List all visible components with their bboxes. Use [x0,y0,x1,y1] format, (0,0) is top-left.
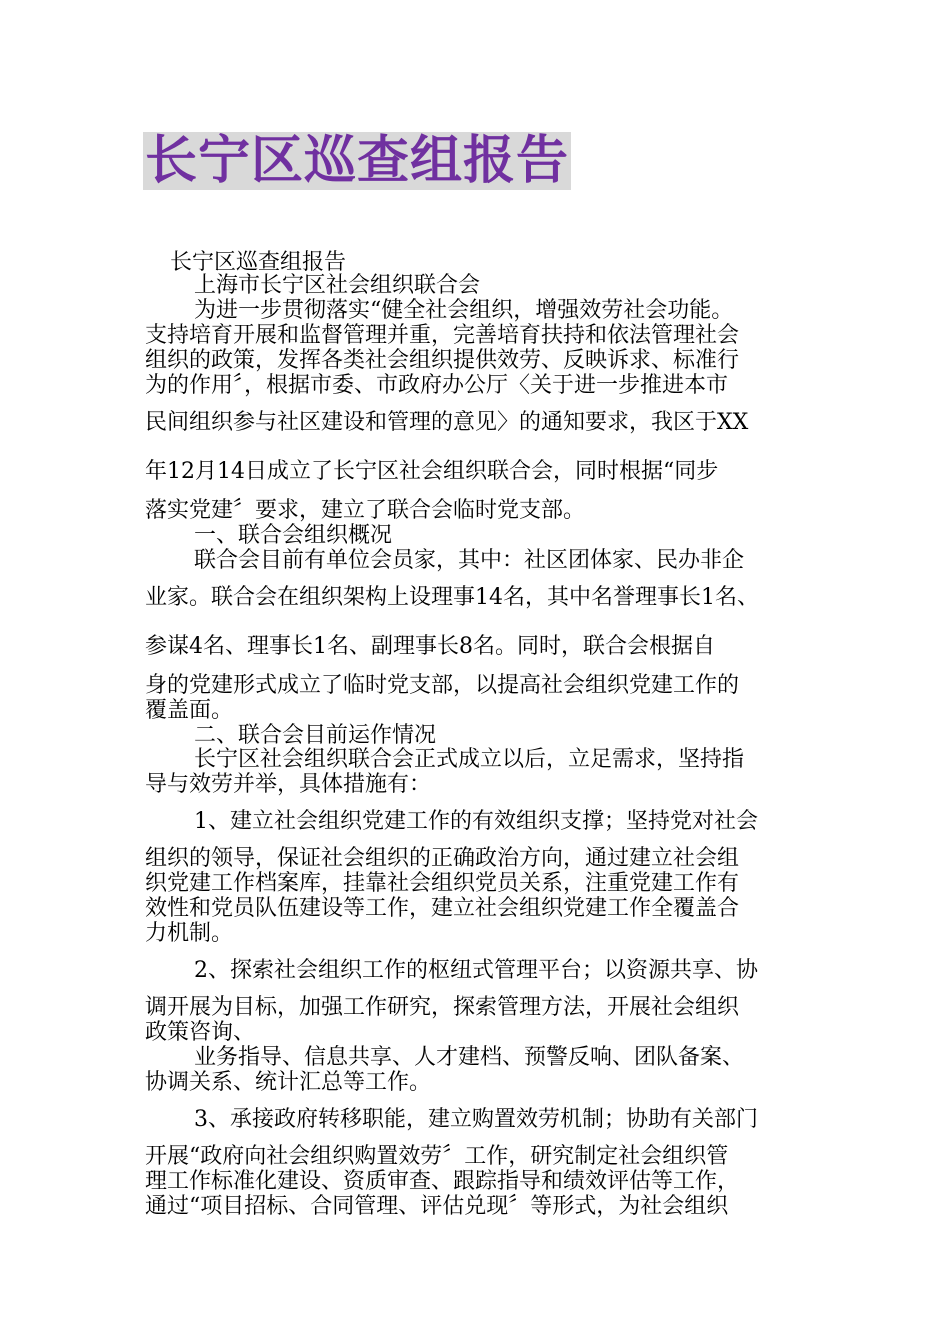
doc-line: 参谋4名、理事长1名、副理事长8名。同时，联合会根据自 [145,634,715,659]
document-title-highlight [143,132,571,190]
doc-line: 导与效劳并举，具体措施有： [145,772,432,797]
doc-line: 联合会目前有单位会员家，其中：社区团体家、民办非企 [194,548,745,573]
doc-line-org: 上海市长宁区社会组织联合会 [194,273,481,298]
section-heading: 二、联合会目前运作情况 [194,723,437,748]
doc-line: 业家。联合会在组织架构上设理事14名，其中名誉理事长1名、 [145,585,759,610]
doc-line: 理工作标准化建设、资质审查、跟踪指导和绩效评估等工作， [145,1169,740,1194]
doc-line: 身的党建形式成立了临时党支部，以提高社会组织党建工作的 [145,673,740,698]
doc-line: 支持培育开展和监督管理并重，完善培育扶持和依法管理社会 [145,323,740,348]
document-title: 长宁区巡查组报告 [145,131,570,191]
doc-line: 为的作用〞，根据市委、市政府办公厅〈关于进一步推进本市 [145,373,729,398]
doc-line: 年12月14日成立了长宁区社会组织联合会，同时根据“同步 [145,459,719,484]
doc-line: 3、承接政府转移职能，建立购置效劳机制；协助有关部门 [194,1107,758,1132]
doc-line: 政策咨询、 [145,1020,256,1045]
doc-line: 开展“政府向社会组织购置效劳〞工作，研究制定社会组织管 [145,1144,729,1169]
doc-line: 调开展为目标，加强工作研究，探索管理方法，开展社会组织 [145,995,740,1020]
doc-line: 2、探索社会组织工作的枢纽式管理平台；以资源共享、协 [194,958,758,983]
doc-line: 效性和党员队伍建设等工作，建立社会组织党建工作全覆盖合 [145,896,740,921]
doc-line: 织党建工作档案库，挂靠社会组织党员关系，注重党建工作有 [145,871,740,896]
doc-line: 力机制。 [145,921,234,946]
doc-line: 协调关系、统计汇总等工作。 [145,1070,432,1095]
doc-line-subtitle: 长宁区巡查组报告 [170,250,347,275]
doc-line: 覆盖面。 [145,698,234,723]
doc-line: 组织的领导，保证社会组织的正确政治方向，通过建立社会组 [145,846,740,871]
doc-line: 业务指导、信息共享、人才建档、预警反响、团队备案、 [194,1045,745,1070]
doc-line: 1、建立社会组织党建工作的有效组织支撑；坚持党对社会 [194,809,758,834]
doc-line: 组织的政策，发挥各类社会组织提供效劳、反映诉求、标准行 [145,348,740,373]
section-heading: 一、联合会组织概况 [194,523,393,548]
doc-line: 民间组织参与社区建设和管理的意见〉的通知要求，我区于XX [145,410,749,435]
doc-line: 为进一步贯彻落实“健全社会组织，增强效劳社会功能。 [194,298,734,323]
doc-line: 长宁区社会组织联合会正式成立以后，立足需求，坚持指 [194,747,745,772]
doc-line: 通过“项目招标、合同管理、评估兑现〞等形式，为社会组织 [145,1194,729,1219]
doc-line: 落实党建〞要求，建立了联合会临时党支部。 [145,498,586,523]
